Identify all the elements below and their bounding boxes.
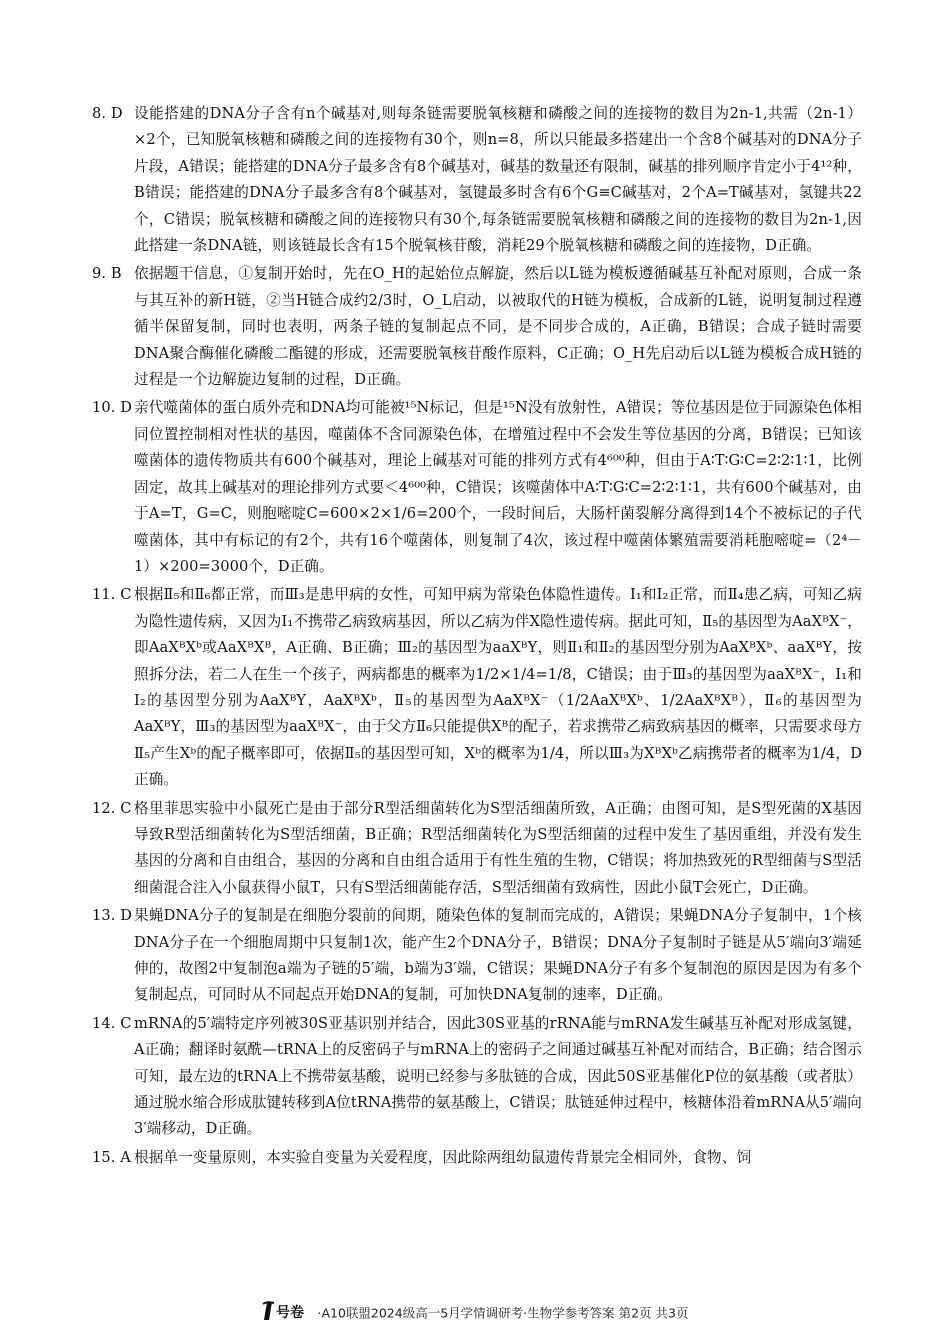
answer-explanation: 格里菲思实验中小鼠死亡是由于部分R型活细菌转化为S型活细菌所致，A正确；由图可知，是S型死菌的X基因导致R型活细菌转化为S型活细菌，B正确；R型活细菌转化为S型活细菌的过程中发生了基因重组，并没有发生基因的分离和自由组合，基因的分离和自由组合适用于有性生殖的生物，C错误；将加热致死的R型细菌与S型活细菌混合注入小鼠获得小鼠T，只有S型活细菌能存活，S型活细菌有致病性，因此小鼠T会死亡，D正确。 — [134, 799, 862, 896]
answer-explanation: mRNA的5′端特定序列被30S亚基识别并结合，因此30S亚基的rRNA能与mRNA发生碱基互补配对形成氢键，A正确；翻译时氨酰—tRNA上的反密码子与mRNA上的密码子之间通过碱基互补配对而结合，B正确；结合图示可知，最左边的tRNA上不携带氨基酸，说明已经参与多肽链的合成，因此50S亚基催化P位的氨基酸（或者肽）通过脱水缩合形成肽键转移到A位tRNA携带的氨基酸上，C错误；肽链延伸过程中，核糖体沿着mRNA从5′端向3′端移动，D正确。 — [134, 1014, 862, 1138]
answer-number: 13. D — [92, 907, 133, 925]
footer-text: ·A10联盟2024级高一5月学情调研考·生物学参考答案 第2页 共3页 — [317, 1305, 689, 1321]
answer-item-9 — [92, 261, 862, 393]
answer-item-14 — [92, 1011, 862, 1143]
answer-number: 8. D — [92, 105, 123, 122]
answer-explanation: 亲代噬菌体的蛋白质外壳和DNA均可能被¹⁵N标记，但是¹⁵N没有放射性，A错误；等位基因是位于同源染色体相同位置控制相对性状的基因，噬菌体不含同源染色体，在增殖过程中不会发生等位基因的分离，B错误；已知该噬菌体的遗传物质共有600个碱基对，理论上碱基对可能的排列方式有4⁶⁰⁰种，但由于A∶T∶G∶C=2∶2∶1∶1，比例固定，故其上碱基对的理论排列方式要＜4⁶⁰⁰种，C错误；该噬菌体中A∶T∶G∶C=2∶2∶1∶1，共有600个碱基对，由于A=T，G=C，则胞嘧啶C=600×2×1/6=200个，一段时间后，大肠杆菌裂解分离得到14个不被标记的子代噬菌体，其中有标记的有2个，共有16个噬菌体，则复制了4次，该过程中噬菌体繁殖需要消耗胞嘧啶=（2⁴－1）×200=3000个，D正确。 — [134, 399, 862, 575]
answer-item-15 — [92, 1145, 862, 1171]
answer-item-11 — [92, 582, 862, 793]
page-footer — [0, 1300, 950, 1325]
answer-explanation: 果蝇DNA分子的复制是在细胞分裂前的间期，随染色体的复制而完成的，A错误；果蝇DNA分子复制中，1个核DNA分子在一个细胞周期中只复制1次，能产生2个DNA分子，B错误；DNA分子复制时子链是从5′端向3′端延伸的，故图2中复制泡a端为子链的5′端，b端为3′端，C错误；果蝇DNA分子有多个复制泡的原因是因为有多个复制起点，可同时从不同起点开始DNA的复制，可加快DNA复制的速率，D正确。 — [134, 907, 862, 1004]
answer-number: 10. D — [92, 399, 133, 417]
answer-explanation: 根据Ⅱ₅和Ⅱ₆都正常，而Ⅲ₃是患甲病的女性，可知甲病为常染色体隐性遗传。I₁和I₂正常，而Ⅱ₄患乙病，可知乙病为隐性遗传病，又因为I₁不携带乙病致病基因，所以乙病为伴X隐性遗传病。据此可知，Ⅱ₅的基因型为AaXᴮX⁻，即AaXᴮXᵇ或AaXᴮXᴮ，A正确、B正确；Ⅲ₂的基因型为aaXᴮY，则Ⅱ₁和Ⅱ₂的基因型分别为AaXᴮXᵇ、aaXᴮY，按照拆分法，若二人在生一个孩子，两病都患的概率为1/2×1/4=1/8，C错误；由于Ⅲ₃的基因型为aaXᴮX⁻，I₁和I₂的基因型分别为AaXᴮY，AaXᴮXᵇ，Ⅱ₅的基因型为AaXᴮX⁻（1/2AaXᴮXᵇ、1/2AaXᴮXᴮ），Ⅱ₆的基因型为AaXᴮY，Ⅲ₃的基因型为aaXᴮX⁻，由于父方Ⅱ₆只能提供Xᴮ的配子，若求携带乙病致病基因的概率，只需要求母方Ⅱ₅产生Xᵇ的配子概率即可，依据Ⅱ₅的基因型可知，Xᵇ的概率为1/4，所以Ⅲ₃为XᴮXᵇ乙病携带者的概率为1/4，D正确。 — [134, 586, 862, 789]
answer-explanation: 根据单一变量原则，本实验自变量为关爱程度，因此除两组幼鼠遗传背景完全相同外，食物、饲 — [134, 1148, 752, 1166]
svg-text:号卷: 号卷 — [276, 1305, 305, 1321]
answer-item-8 — [92, 101, 862, 259]
answer-explanation: 依据题干信息，①复制开始时，先在O_H的起始位点解旋，然后以L链为模板遵循碱基互补配对原则，合成一条与其互补的新H链，②当H链合成约2/3时，O_L启动，以被取代的H链为模板，合成新的L链，说明复制过程遵循半保留复制，同时也表明，两条子链的复制起点不同，是不同步合成的，A正确，B错误；合成子链时需要DNA聚合酶催化磷酸二酯键的形成，还需要脱氧核苷酸作原料，C正确；O_H先启动后以L链为模板合成H链的过程是一个边解旋边复制的过程，D正确。 — [134, 265, 862, 389]
answer-number: 14. C — [92, 1014, 132, 1032]
answer-explanation: 设能搭建的DNA分子含有n个碱基对,则每条链需要脱氧核糖和磷酸之间的连接物的数目为2n-1,共需（2n-1）×2个，已知脱氧核糖和磷酸之间的连接物有30个，则n=8，所以只能最多搭建出一个含8个碱基对的DNA分子片段，A错误；能搭建的DNA分子最多含有8个碱基对，碱基的数量还有限制，碱基的排列顺序肯定小于4¹²种，B错误；能搭建的DNA分子最多含有8个碱基对，氢键最多时含有6个G≡C碱基对，2个A=T碱基对，氢键共22个，C错误；脱氧核糖和磷酸之间的连接物只有30个,每条链需要脱氧核糖和磷酸之间的连接物的数目为2n-1,因此搭建一条DNA链，则该链最长含有15个脱氧核苷酸，消耗29个脱氧核糖和磷酸之间的连接物，D正确。 — [134, 105, 862, 255]
answer-item-13 — [92, 903, 862, 1009]
answer-item-10 — [92, 395, 862, 580]
answer-list — [92, 101, 862, 1173]
answer-number: 11. C — [92, 586, 132, 604]
brand-logo-icon — [261, 1300, 309, 1325]
answer-number: 9. B — [92, 265, 122, 283]
answer-number: 15. A — [92, 1148, 131, 1166]
answer-number: 12. C — [92, 799, 132, 817]
answer-item-12 — [92, 796, 862, 902]
